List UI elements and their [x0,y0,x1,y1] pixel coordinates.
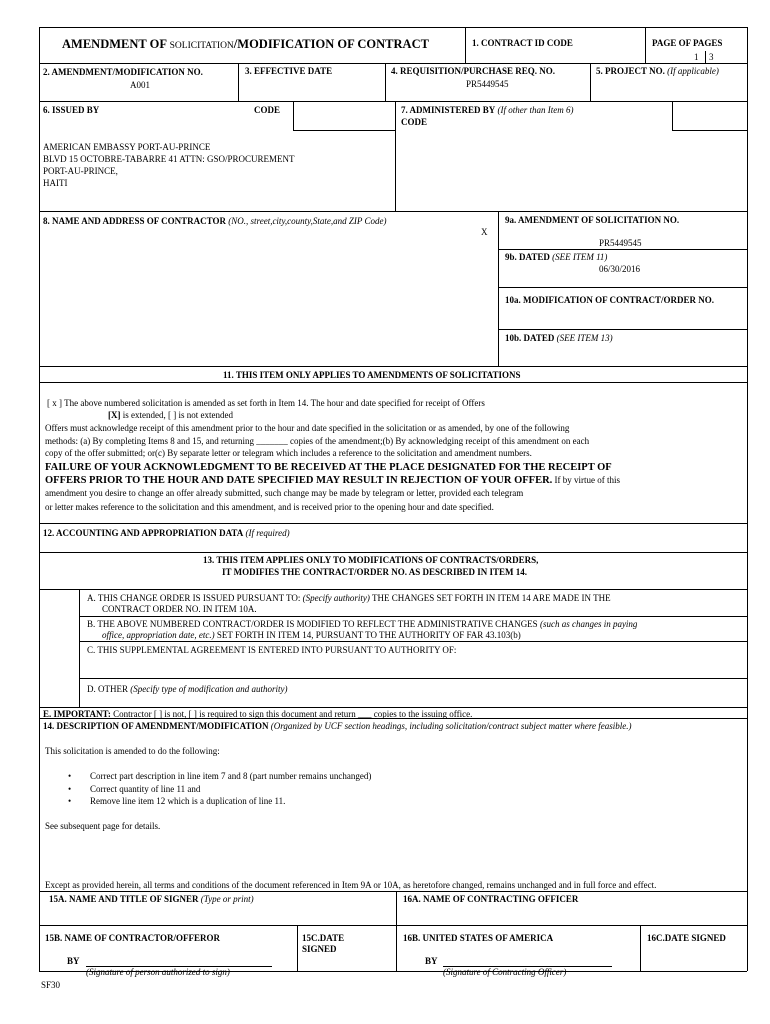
signer-15b-label: 15B. NAME OF CONTRACTOR/OFFEROR [45,933,221,943]
item11-line: methods: (a) By completing Items 8 and 15, and returning _______ copies of the amendment;(b) By acknowledging receipt of this amendment on each [45,436,590,446]
item10b-label-text: 10b. DATED [505,333,555,343]
item13a-line2: CONTRACT ORDER NO. IN ITEM 10A. [102,604,257,614]
signature-caption-left: (Signature of person authorized to sign) [86,967,230,977]
item14-intro: This solicitation is amended to do the following: [45,746,220,756]
administered-by-label [401,105,574,116]
page-number: 1 [694,52,699,62]
item14-except-clause: Except as provided herein, all terms and conditions of the document referenced in Item 9A or 10A, as heretofore changed, remains unchanged and in full force and effect. [45,880,657,890]
requisition-label: 4. REQUISITION/PURCHASE REQ. NO. [391,66,556,76]
item13a-pre: A. THIS CHANGE ORDER IS ISSUED PURSUANT TO: [87,593,303,603]
title-part-modification: /MODIFICATION OF CONTRACT [233,37,429,51]
item13c-text: C. THIS SUPPLEMENTAL AGREEMENT IS ENTERED INTO PURSUANT TO AUTHORITY OF: [87,645,457,655]
item13b-pre: B. THE ABOVE NUMBERED CONTRACT/ORDER IS MODIFIED TO REFLECT THE ADMINISTRATIVE CHANGES [87,619,540,629]
item13a-post: THE CHANGES SET FORTH IN ITEM 14 ARE MADE IN THE [369,593,611,603]
project-no-label [596,66,719,77]
item11-extended-text: is extended, [ ] is not extended [120,410,233,420]
requisition-value: PR5449545 [466,79,509,89]
by-label-left: BY [67,956,80,966]
item11-extended-checkbox[interactable]: [X] [108,410,121,420]
item12-label [43,528,290,539]
signer-15a-hint: (Type or print) [200,894,254,904]
issued-by-label: 6. ISSUED BY [43,105,100,115]
issuer-address-line: AMERICAN EMBASSY PORT-AU-PRINCE [43,142,211,152]
title-part-amendment: AMENDMENT OF [62,37,170,51]
issuer-address-line: PORT-AU-PRINCE, [43,166,118,176]
signer-16c-label: 16C.DATE SIGNED [647,933,726,943]
item13a-hint: (Specify authority) [302,593,370,603]
item11-warning: FAILURE OF YOUR ACKNOWLEDGMENT TO BE RECEIVED AT THE PLACE DESIGNATED FOR THE RECEIPT OF [45,462,612,473]
project-no-hint: (If applicable) [667,66,719,76]
item11-warning-line2 [45,474,620,487]
contract-id-label: 1. CONTRACT ID CODE [472,38,573,48]
item13-subheading: IT MODIFIES THE CONTRACT/ORDER NO. AS DESCRIBED IN ITEM 14. [222,567,527,577]
signature-caption-right: (Signature of Contracting Officer) [443,967,567,977]
item14-see-details: See subsequent page for details. [45,821,161,831]
important-notice [43,709,472,720]
contractor-label [43,216,387,227]
item10b-label [505,333,613,344]
page-total: 3 [709,52,714,62]
item13d-hint: (Specify type of modification and authority) [130,684,288,694]
item13b-post: SET FORTH IN ITEM 14, PURSUANT TO THE AUTHORITY OF FAR 43.103(b) [214,630,521,640]
item13d-pre: D. OTHER [87,684,131,694]
item13b-hint: (such as changes in paying [539,619,638,629]
issuer-address-line: HAITI [43,178,68,188]
signer-16a-label: 16A. NAME OF CONTRACTING OFFICER [403,894,579,904]
item11-heading: 11. THIS ITEM ONLY APPLIES TO AMENDMENTS OF SOLICITATIONS [223,370,521,380]
important-text: Contractor [ ] is not, [ ] is required to sign this document and return ___ copies to the issuing office. [110,709,473,719]
administered-by-hint: (If other than Item 6) [497,105,574,115]
form-number: SF30 [41,980,61,990]
item11-line: copy of the offer submitted; or(c) By separate letter or telegram which includes a reference to the solicitation and amendment numbers. [45,448,532,458]
item11-warning-bold: OFFERS PRIOR TO THE HOUR AND DATE SPECIFIED MAY RESULT IN REJECTION OF YOUR OFFER. [45,475,553,486]
item11-line: Offers must acknowledge receipt of this amendment prior to the hour and date specified in the solicitation or as amended, by one of the following [45,423,570,433]
item11-line: or letter makes reference to the solicitation and this amendment, and is received prior to the opening hour and date specified. [45,502,494,512]
project-no-text: 5. PROJECT NO. [596,66,665,76]
item12-label-hint: (If required) [245,528,290,538]
item14-label-text: 14. DESCRIPTION OF AMENDMENT/MODIFICATION [43,721,269,731]
form-title [62,37,429,54]
item9b-label [505,252,607,263]
amendment-no-label: 2. AMENDMENT/MODIFICATION NO. [43,67,203,77]
signer-15c-label2: SIGNED [302,944,337,954]
contractor-label-hint: (NO., street,city,county,State,and ZIP Code) [228,216,387,226]
item9a-value: PR5449545 [599,238,642,248]
important-label: E. IMPORTANT: [43,709,111,719]
item14-label-hint: (Organized by UCF section headings, including solicitation/contract subject matter where feasible.) [270,721,632,731]
signer-15a-label [49,894,254,905]
item13-heading: 13. THIS ITEM APPLIES ONLY TO MODIFICATIONS OF CONTRACTS/ORDERS, [203,555,539,565]
issuer-address-line: BLVD 15 OCTOBRE-TABARRE 41 ATTN: GSO/PROCUREMENT [43,154,295,164]
list-item: • Remove line item 12 which is a duplication of line 11. [90,795,371,808]
item9a-checkbox-mark[interactable]: X [481,227,488,237]
item9b-label-hint: (SEE ITEM 11) [552,252,608,262]
title-part-solicitation: SOLICITATION [169,41,234,51]
item11-warning-rest: If by virtue of this [552,475,621,485]
item12-label-text: 12. ACCOUNTING AND APPROPRIATION DATA [43,528,244,538]
item11-line: amendment you desire to change an offer already submitted, such change may be made by telegram or letter, provided each telegram [45,488,524,498]
signer-16b-label: 16B. UNITED STATES OF AMERICA [403,933,554,943]
contractor-label-text: 8. NAME AND ADDRESS OF CONTRACTOR [43,216,227,226]
item11-line: [ x ] The above numbered solicitation is amended as set forth in Item 14. The hour and date specified for receipt of Offers [47,398,485,408]
item14-label [43,721,632,732]
signer-15c-label: 15C.DATE [302,933,345,943]
item13b-line2 [102,630,521,641]
item13b-hint2: office, appropriation date, etc.) [102,630,215,640]
item9b-label-text: 9b. DATED [505,252,550,262]
administered-by-text: 7. ADMINISTERED BY [401,105,496,115]
administered-code-label: CODE [401,117,428,127]
item9b-value: 06/30/2016 [599,264,641,274]
list-item: • Correct part description in line item 7 and 8 (part number remains unchanged) [90,770,371,783]
item13d-text [87,684,287,695]
signer-15a-text: 15A. NAME AND TITLE OF SIGNER [49,894,199,904]
item10b-label-hint: (SEE ITEM 13) [556,333,613,343]
item9a-label: 9a. AMENDMENT OF SOLICITATION NO. [505,215,680,225]
item11-extended-line [108,410,233,421]
list-item: • Correct quantity of line 11 and [90,783,371,796]
page-of-pages-label: PAGE OF PAGES [652,38,723,48]
amendment-no-value: A001 [130,80,150,90]
item10a-label: 10a. MODIFICATION OF CONTRACT/ORDER NO. [505,295,715,305]
by-label-right: BY [425,956,438,966]
item13a-text [87,593,611,604]
issued-code-label: CODE [254,105,281,115]
effective-date-label: 3. EFFECTIVE DATE [245,66,333,76]
item14-bullet-list [90,770,371,808]
item13b-text [87,619,637,630]
